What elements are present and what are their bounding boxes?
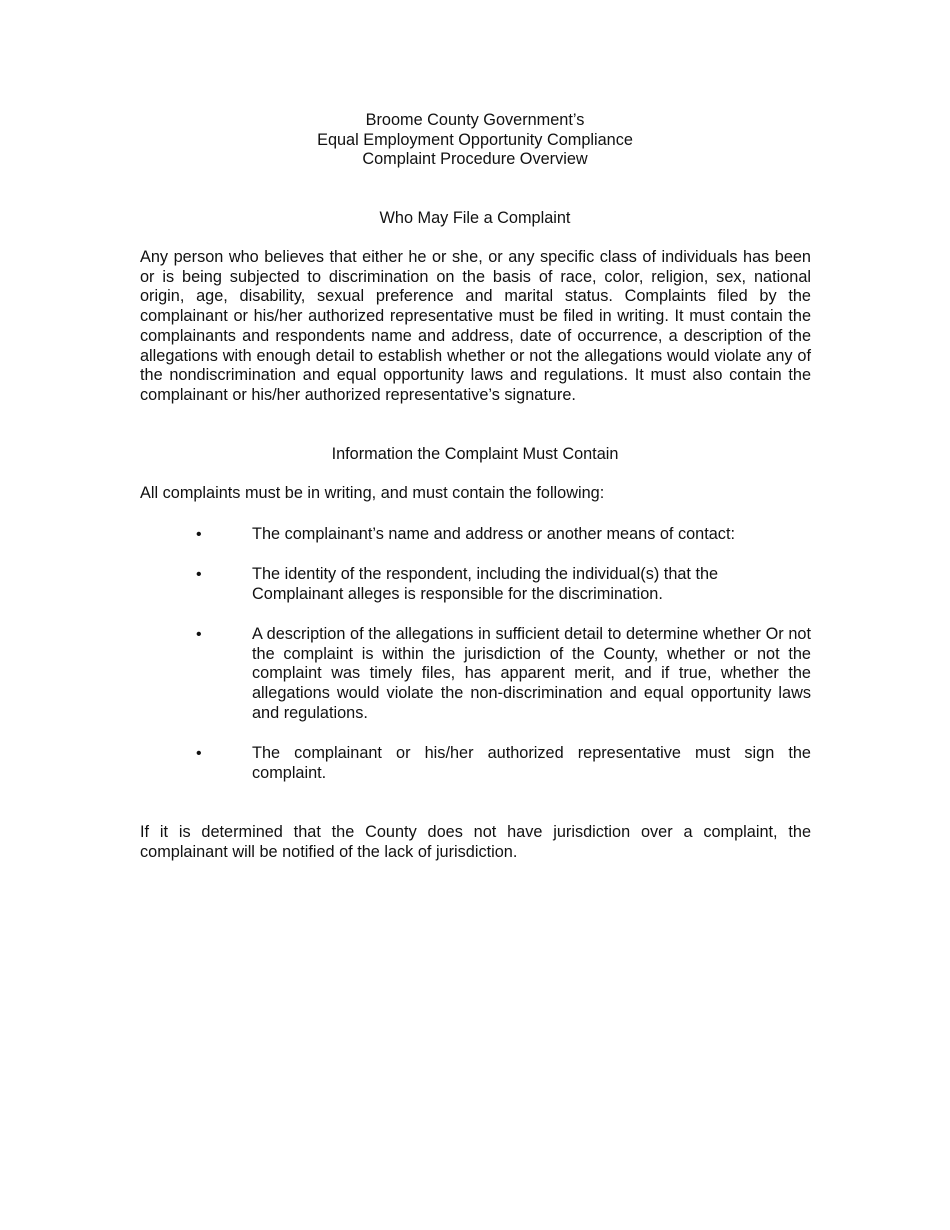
list-item-text: The identity of the respondent, including the individual(s) that the Complainant alleges is responsible for the discrimination.: [252, 565, 719, 603]
list-item-text: The complainant or his/her authorized representative must sign the complaint.: [252, 744, 811, 782]
title-line-1: Broome County Government’s: [365, 111, 585, 129]
list-item-text: A description of the allegations in sufficient detail to determine whether Or not the complaint is within the jurisdiction of the County, whether or not the complaint was timely files, has apparent merit, and if true, whether the allegations would violate the non-discrimination and equal opportunity laws and regulations.: [252, 625, 811, 722]
bullet-icon: •: [196, 745, 202, 762]
title-line-3: Complaint Procedure Overview: [362, 150, 588, 169]
information-heading: Information the Complaint Must Contain: [331, 445, 619, 463]
list-item-text: The complainant’s name and address or another means of contact:: [252, 525, 735, 543]
bullet-icon: •: [196, 566, 202, 583]
closing-paragraph: If it is determined that the County does not have jurisdiction over a complaint, the complainant will be notified of the lack of jurisdiction.: [140, 823, 811, 861]
document-title-block: [0, 111, 950, 170]
who-may-file-paragraph: Any person who believes that either he or she, or any specific class of individuals has been or is being subjected to discrimination on the basis of race, color, religion, sex, national origin, age, disability, sexual preference and marital status. Complaints filed by the complainant or his/her authorized representative must be filed in writing. It must contain the complainants and respondents name and address, date of occurrence, a description of the allegations with enough detail to establish whether or not the allegations would violate any of the nondiscrimination and equal opportunity laws and regulations. It must also contain the complainant or his/her authorized representative’s signature.: [140, 248, 811, 404]
bullet-icon: •: [196, 626, 202, 643]
bullet-icon: •: [196, 526, 202, 543]
who-may-file-heading: Who May File a Complaint: [379, 209, 571, 227]
title-line-2: Equal Employment Opportunity Compliance: [317, 130, 633, 149]
information-intro: All complaints must be in writing, and must contain the following:: [140, 484, 605, 502]
